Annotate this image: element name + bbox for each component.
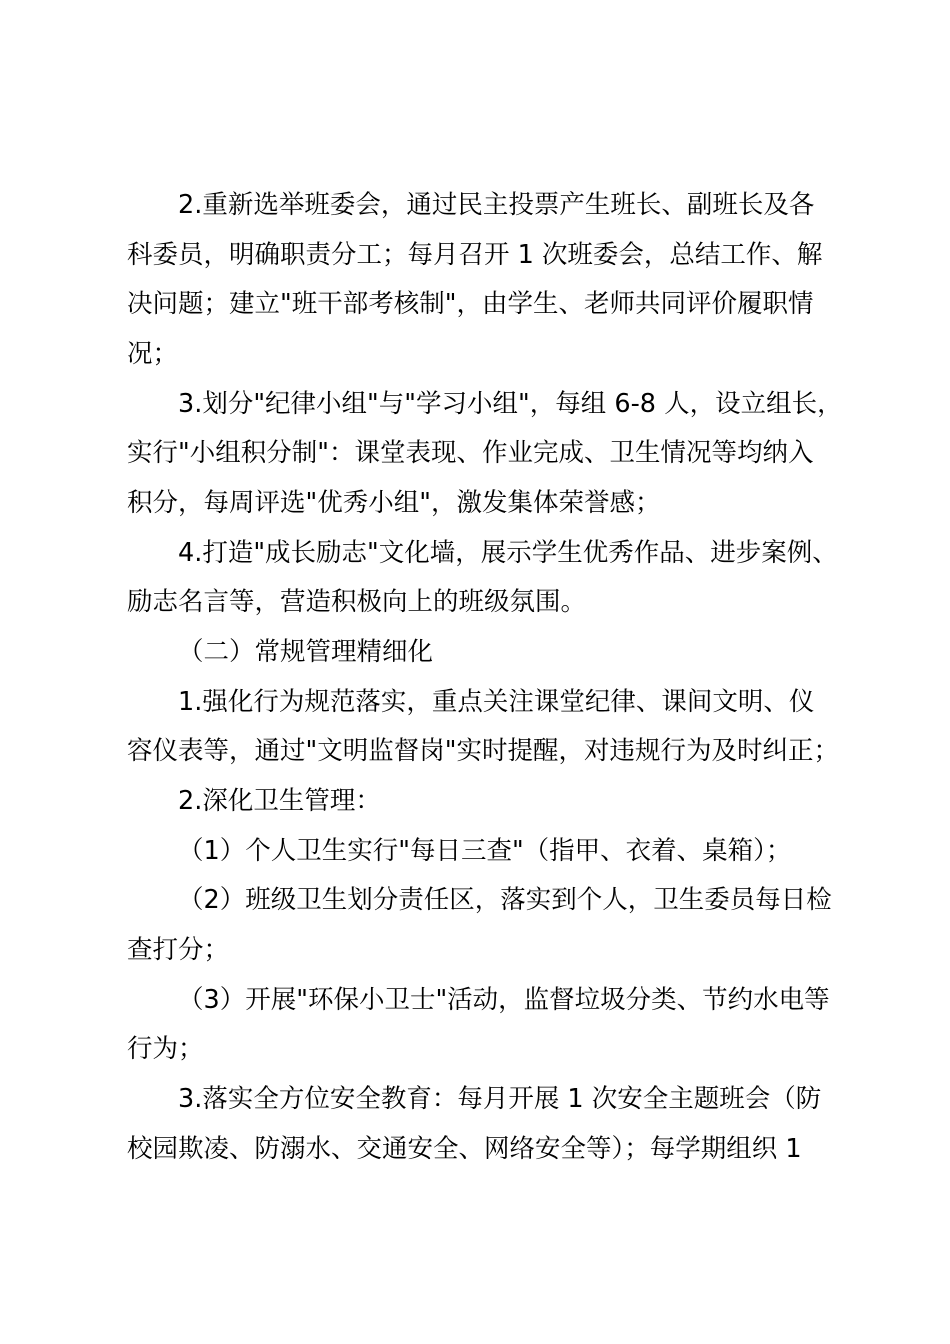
paragraph-line: 科委员，明确职责分工；每月召开 1 次班委会，总结工作、解 (127, 240, 823, 270)
paragraph-line: 4.打造"成长励志"文化墙，展示学生优秀作品、进步案例、 (178, 538, 838, 568)
paragraph-line: 3.划分"纪律小组"与"学习小组"，每组 6-8 人，设立组长， (178, 389, 843, 419)
paragraph-line: 查打分； (127, 935, 230, 965)
paragraph-line: 行为； (127, 1034, 204, 1064)
paragraph-line: 决问题；建立"班干部考核制"，由学生、老师共同评价履职情 (127, 289, 814, 319)
paragraph-line: 校园欺凌、防溺水、交通安全、网络安全等）；每学期组织 1 (127, 1134, 802, 1164)
paragraph-line: 1.强化行为规范落实，重点关注课堂纪律、课间文明、仪 (178, 687, 815, 717)
paragraph-line: 容仪表等，通过"文明监督岗"实时提醒，对违规行为及时纠正； (127, 736, 839, 766)
paragraph-line: 况； (127, 339, 179, 369)
paragraph-line: 2.深化卫生管理： (178, 786, 381, 816)
paragraph-line: 实行"小组积分制"：课堂表现、作业完成、卫生情况等均纳入 (127, 438, 814, 468)
paragraph-line: 积分，每周评选"优秀小组"，激发集体荣誉感； (127, 488, 661, 518)
paragraph-line: （1）个人卫生实行"每日三查"（指甲、衣着、桌箱）； (178, 836, 792, 866)
paragraph-line: （3）开展"环保小卫士"活动，监督垃圾分类、节约水电等 (178, 985, 830, 1015)
paragraph-line: 2.重新选举班委会，通过民主投票产生班长、副班长及各 (178, 190, 815, 220)
section-heading: （二）常规管理精细化 (178, 637, 434, 667)
paragraph-line: 励志名言等，营造积极向上的班级氛围。 (127, 587, 587, 617)
paragraph-line: 3.落实全方位安全教育：每月开展 1 次安全主题班会（防 (178, 1084, 822, 1114)
paragraph-line: （2）班级卫生划分责任区，落实到个人，卫生委员每日检 (178, 885, 832, 915)
